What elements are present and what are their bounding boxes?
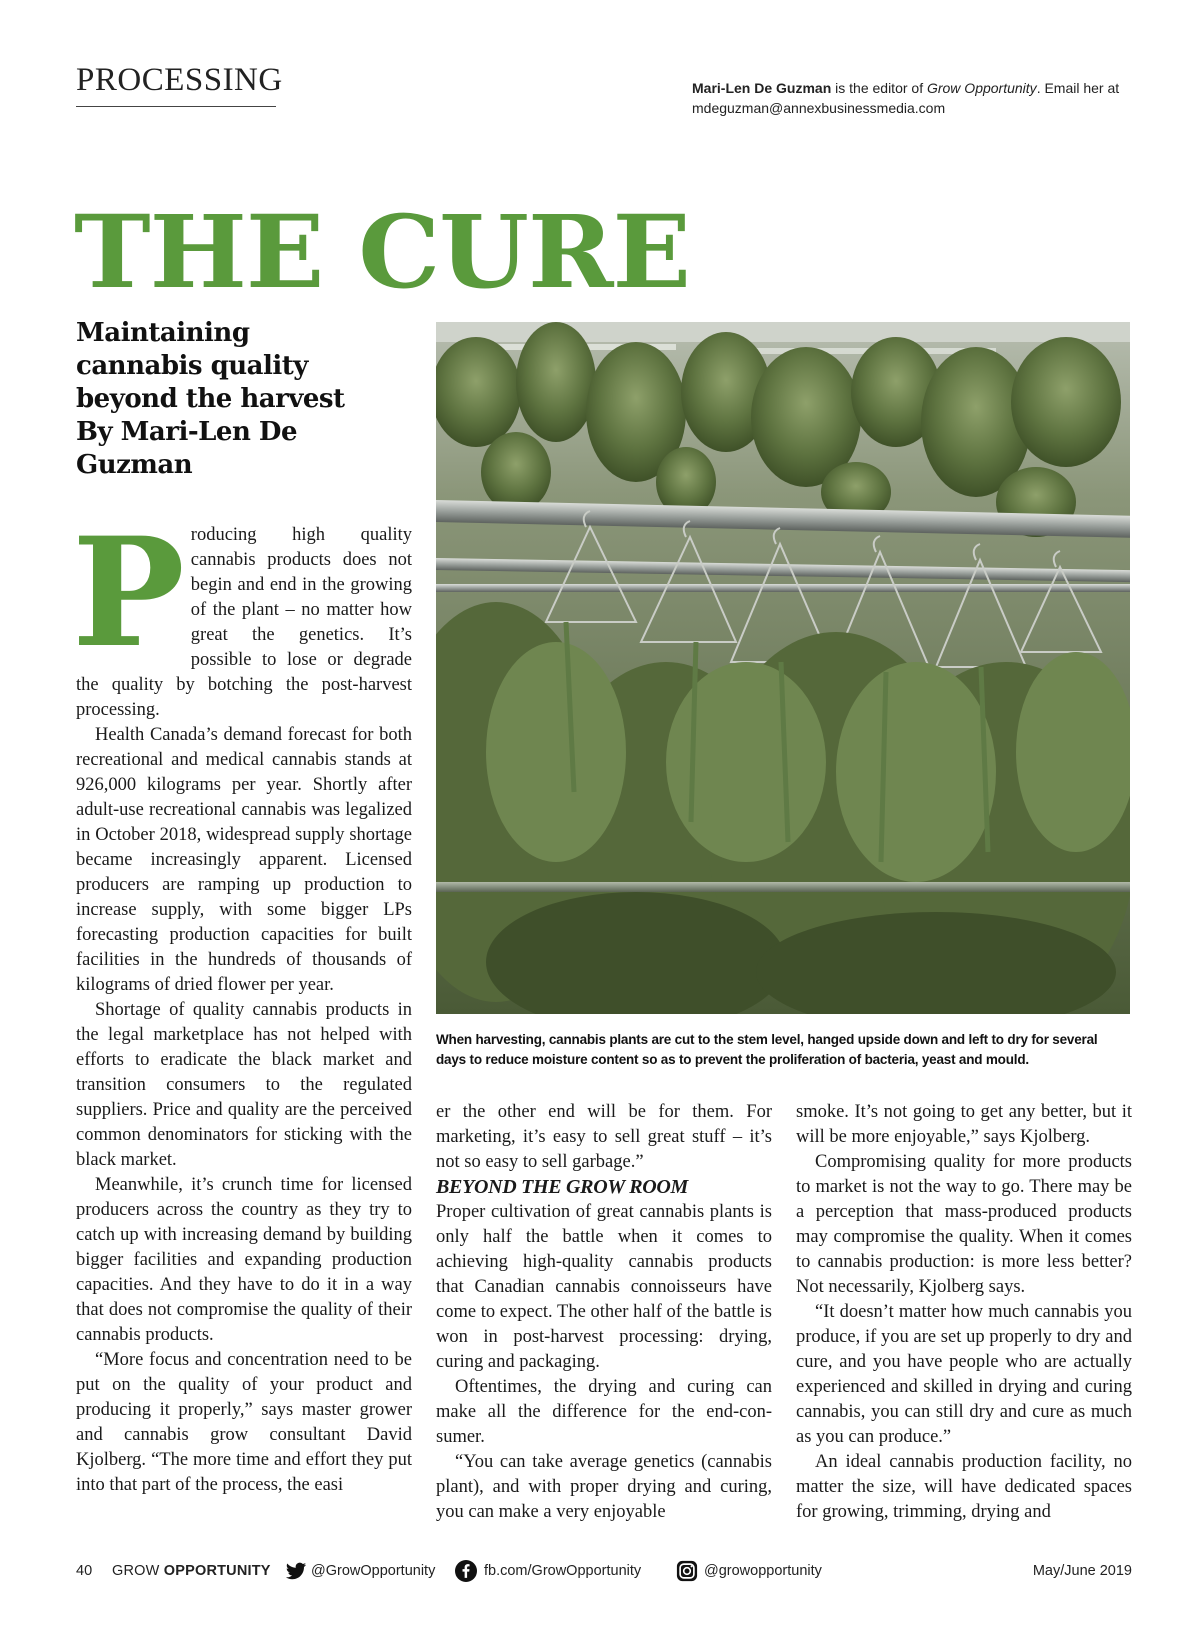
paragraph: Oftentimes, the drying and curing can make all the difference for the end-consumer. bbox=[436, 1377, 772, 1447]
footer-brand bbox=[112, 1563, 271, 1579]
drop-cap: P bbox=[72, 505, 185, 681]
page-number: 40 bbox=[76, 1563, 93, 1579]
paragraph: er the other end will be for them. For marketing, it’s easy to sell great stuff – it’s not so easy to sell garbage.” bbox=[436, 1102, 772, 1172]
byline: By Mari-Len De Guzman bbox=[76, 417, 297, 480]
editor-note bbox=[692, 78, 1132, 118]
editor-name: Mari-Len De Guzman bbox=[692, 80, 832, 96]
paragraph: Meanwhile, it’s crunch time for licensed producers across the country as they try to catch up with increasing demand by building bigger facilities and expanding production capacities. And they have to do it in a way that does not compromise the quality of their cannabis products. bbox=[76, 1175, 412, 1345]
section-label: PROCESSING bbox=[76, 62, 283, 98]
paragraph: Health Canada’s demand forecast for both recreational and medical cannabis stands at 926,000 kilograms per year. Shortly after adult-use recreational cannabis was legalized in October 2018, widespread supply shortage became increasingly apparent. Licensed producers are ramping up production to increase supply, with some bigger LPs forecasting production capacities for built facilities in the hundreds of thousands of kilograms of dried flower per year. bbox=[76, 725, 412, 995]
paragraph: Proper cultivation of great cannabis plants is only half the battle when it comes to achieving high-quality cannabis products that Canadian cannabis connoisseurs have come to expect. The other half of the battle is won in post-harvest processing: drying, curing and packaging. bbox=[436, 1202, 772, 1372]
brand-bold: OPPORTUNITY bbox=[163, 1563, 271, 1579]
deck-line: Maintaining bbox=[76, 318, 250, 348]
section-divider bbox=[76, 106, 276, 107]
twitter-icon[interactable] bbox=[285, 1560, 307, 1582]
paragraph: An ideal cannabis production facility, no matter the size, will have dedicated spaces for growing, trimming, drying and bbox=[796, 1452, 1132, 1522]
issue-date: May/June 2019 bbox=[1032, 1563, 1132, 1579]
brand-regular: GROW bbox=[112, 1563, 164, 1579]
cannabis-drying-photo bbox=[436, 322, 1130, 1014]
paragraph: “It doesn’t matter how much cannabis you produce, if you are set up properly to dry and cure, and you have people who are actually experienced and skilled in drying and curing cannabis, you can still dry and cure as much as you can produce.” bbox=[796, 1302, 1132, 1447]
article-column-1 bbox=[72, 505, 412, 1498]
editor-publication: Grow Opportunity bbox=[926, 80, 1037, 96]
photo-caption: When harvesting, cannabis plants are cut to the stem level, hanged upside down and left to dry for several days to reduce moisture content so as to prevent the proliferation of bacteria, yeast and mould. bbox=[436, 1032, 1098, 1067]
article-deck bbox=[76, 317, 416, 482]
deck-line: cannabis quality bbox=[76, 351, 308, 381]
article-title: THE CURE bbox=[74, 193, 691, 311]
deck-line: beyond the harvest bbox=[76, 384, 345, 414]
paragraph: Shortage of quality cannabis products in the legal marketplace has not helped with efforts to eradicate the black market and transition consumers to the regulated suppliers. Price and quality are the perceived common denominators for sticking with the black market. bbox=[76, 1000, 412, 1170]
editor-text-2: . Email her at bbox=[1036, 80, 1120, 96]
paragraph: “More focus and concentration need to be put on the quality of your product and producing it properly,” says master grower and cannabis grow consultant David Kjolberg. “The more time and effort they put into that part of the process, the easi bbox=[76, 1350, 412, 1495]
facebook-link[interactable]: fb.com/GrowOpportunity bbox=[484, 1563, 642, 1579]
paragraph-text: roducing high quality cannabis products does not begin and end in the growing of the plant – no matter how great the genetics. It’s possible to lose or degrade the quality by botching the post-harvest processing. bbox=[76, 525, 412, 720]
paragraph bbox=[72, 505, 412, 723]
section-subhead: BEYOND THE GROW ROOM bbox=[436, 1176, 688, 1198]
page-footer bbox=[76, 1560, 1132, 1584]
drying-rack-illustration bbox=[436, 322, 1130, 1014]
instagram-icon[interactable] bbox=[676, 1560, 698, 1582]
facebook-icon[interactable] bbox=[455, 1560, 477, 1582]
article-column-3 bbox=[796, 1100, 1132, 1525]
article-column-2 bbox=[436, 1100, 772, 1525]
twitter-handle[interactable]: @GrowOpportunity bbox=[311, 1563, 436, 1579]
editor-email[interactable]: mdeguzman@annexbusinessmedia.com bbox=[692, 100, 946, 116]
instagram-handle[interactable]: @growopportunity bbox=[704, 1563, 822, 1579]
paragraph: Compromising quality for more products to market is not the way to go. There may be a perception that mass-produced products may compromise the quality. When it comes to cannabis production: is more less better? Not necessarily, Kjolberg says. bbox=[796, 1152, 1132, 1297]
paragraph: “You can take average genetics (cannabis plant), and with proper drying and curing, you can make a very enjoyable bbox=[436, 1452, 772, 1522]
paragraph: smoke. It’s not going to get any better, but it will be more enjoyable,” says Kjolberg. bbox=[796, 1102, 1132, 1147]
editor-text-1: is the editor of bbox=[831, 80, 927, 96]
